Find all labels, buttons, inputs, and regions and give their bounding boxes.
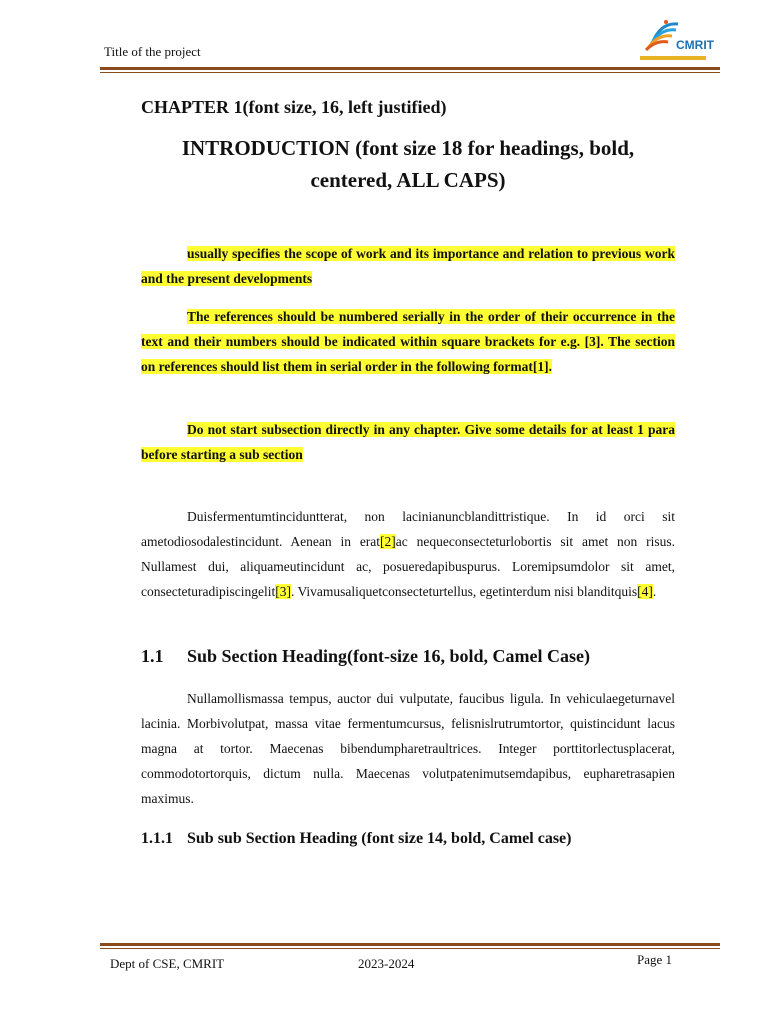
citation-2: [2]	[380, 534, 396, 549]
body-text: .	[652, 584, 657, 599]
header-project-title: Title of the project	[104, 44, 201, 59]
sub-sub-section-heading	[141, 830, 571, 848]
footer-academic-year: 2023-2024	[358, 956, 415, 971]
body-paragraph-2: Nullamollismassa tempus, auctor dui vulputate, faucibus ligula. In vehiculaegeturnavel lacinia. Morbivolutpat, massa vitae fermentumcursus, felisnislrutrumtortor, quistincidunt lacus magna at tortor. Maecenas bibendumpharetraultrices. Integer porttitorlectusplacerat, commodotortorquis, dictum nulla. Maecenas volutpatenimutsemdapibus, eupharetrasapien maximus.	[141, 691, 675, 806]
highlight-text: The references should be numbered serially in the order of their occurrence in the text and their numbers should be indicated within square brackets for e.g. [3]. The section on references should list them in serial order in the following format[1].	[141, 309, 675, 374]
body-paragraph-1	[141, 504, 675, 604]
highlight-text: usually specifies the scope of work and its importance and relation to previous work and the present developments	[141, 246, 675, 286]
introduction-heading: INTRODUCTION (font size 18 for headings, bold, centered, ALL CAPS)	[181, 136, 635, 192]
body-text: . Vivamusaliquetconsecteturtellus, egetinterdum nisi blanditquis	[290, 584, 638, 599]
sub-section-number: 1.1	[141, 646, 164, 666]
citation-4: [4]	[637, 584, 653, 599]
sub-section-heading	[141, 646, 590, 667]
logo-text: CMRIT	[676, 38, 714, 52]
citation-3: [3]	[275, 584, 291, 599]
highlighted-paragraph-references	[141, 304, 675, 379]
highlighted-paragraph-subsection-note	[141, 417, 675, 467]
footer-department: Dept of CSE, CMRIT	[110, 956, 225, 971]
chapter-heading: CHAPTER 1(font size, 16, left justified)	[141, 97, 447, 117]
sub-section-title: Sub Section Heading(font-size 16, bold, Camel Case)	[187, 646, 591, 666]
body-text: Duisfermentumtinciduntterat, non lacinianuncblandittristique. In id orci sit ametodiosodalestincidunt. Aenean in erat	[141, 509, 675, 549]
footer-page-number: Page 1	[637, 952, 673, 967]
sub-sub-section-title: Sub sub Section Heading (font size 14, bold, Camel case)	[187, 830, 572, 847]
body-text: ac nequeconsecteturlobortis sit amet non risus. Nullamest dui, aliquameutincidunt ac, posueredapibuspurus. Loremipsumdolor sit amet, consecteturadipiscingelit	[141, 534, 675, 599]
sub-sub-section-number: 1.1.1	[141, 830, 173, 847]
highlighted-paragraph-scope	[141, 241, 675, 291]
highlight-text: Do not start subsection directly in any chapter. Give some details for at least 1 para before starting a sub section	[141, 422, 675, 462]
cmrit-logo	[638, 14, 714, 66]
